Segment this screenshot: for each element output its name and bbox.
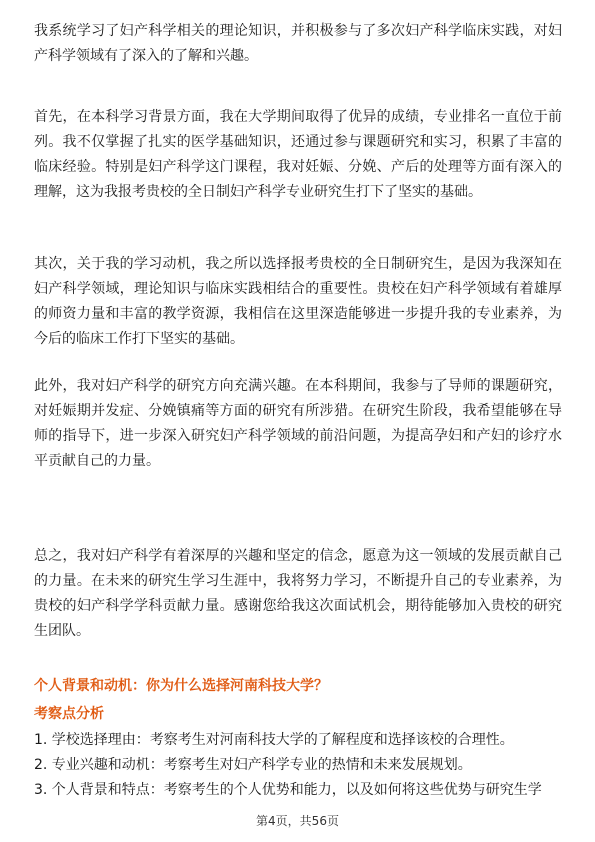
question-heading: 个人背景和动机：你为什么选择河南科技大学？ bbox=[34, 678, 328, 694]
page-number: 第4页，共56页 bbox=[256, 814, 339, 828]
paragraph-academic-background: 首先，在本科学习背景方面，我在大学期间取得了优异的成绩，专业排名一直位于前列。我不仅掌握了扎实的医学基础知识，还通过参与课题研究和实习，积累了丰富的临床经验。特别是妇产科学这门课程，我对妊娠、分娩、产后的处理等方面有深入的理解，这为我报考贵校的全日制妇产科学专业研究生打下了坚实的基础。 bbox=[34, 109, 562, 200]
paragraph-conclusion: 总之，我对妇产科学有着深厚的兴趣和坚定的信念，愿意为这一领域的发展贡献自己的力量。在未来的研究生学习生涯中，我将努力学习，不断提升自己的专业素养，为贵校的妇产科学学科贡献力量。感谢您给我这次面试机会，期待能够加入贵校的研究生团队。 bbox=[34, 548, 562, 639]
analysis-heading: 考察点分析 bbox=[34, 706, 104, 722]
list-item: 1. 学校选择理由：考察考生对河南科技大学的了解程度和选择该校的合理性。 bbox=[34, 732, 514, 748]
list-item: 2. 专业兴趣和动机：考察考生对妇产科学专业的热情和未来发展规划。 bbox=[34, 757, 472, 773]
paragraph-intro: 我系统学习了妇产科学相关的理论知识，并积极参与了多次妇产科学临床实践，对妇产科学领域有了深入的了解和兴趣。 bbox=[34, 23, 562, 64]
analysis-list bbox=[34, 728, 562, 803]
list-item: 3. 个人背景和特点：考察考生的个人优势和能力，以及如何将这些优势与研究生学 bbox=[34, 782, 542, 798]
paragraph-research-interest: 此外，我对妇产科学的研究方向充满兴趣。在本科期间，我参与了导师的课题研究，对妊娠期并发症、分娩镇痛等方面的研究有所涉猎。在研究生阶段，我希望能够在导师的指导下，进一步深入研究妇产科学领域的前沿问题，为提高孕妇和产妇的诊疗水平贡献自己的力量。 bbox=[34, 378, 562, 469]
paragraph-motivation: 其次，关于我的学习动机，我之所以选择报考贵校的全日制研究生，是因为我深知在妇产科学领域，理论知识与临床实践相结合的重要性。贵校在妇产科学领域有着雄厚的师资力量和丰富的教学资源，我相信在这里深造能够进一步提升我的专业素养，为今后的临床工作打下坚实的基础。 bbox=[34, 256, 562, 347]
